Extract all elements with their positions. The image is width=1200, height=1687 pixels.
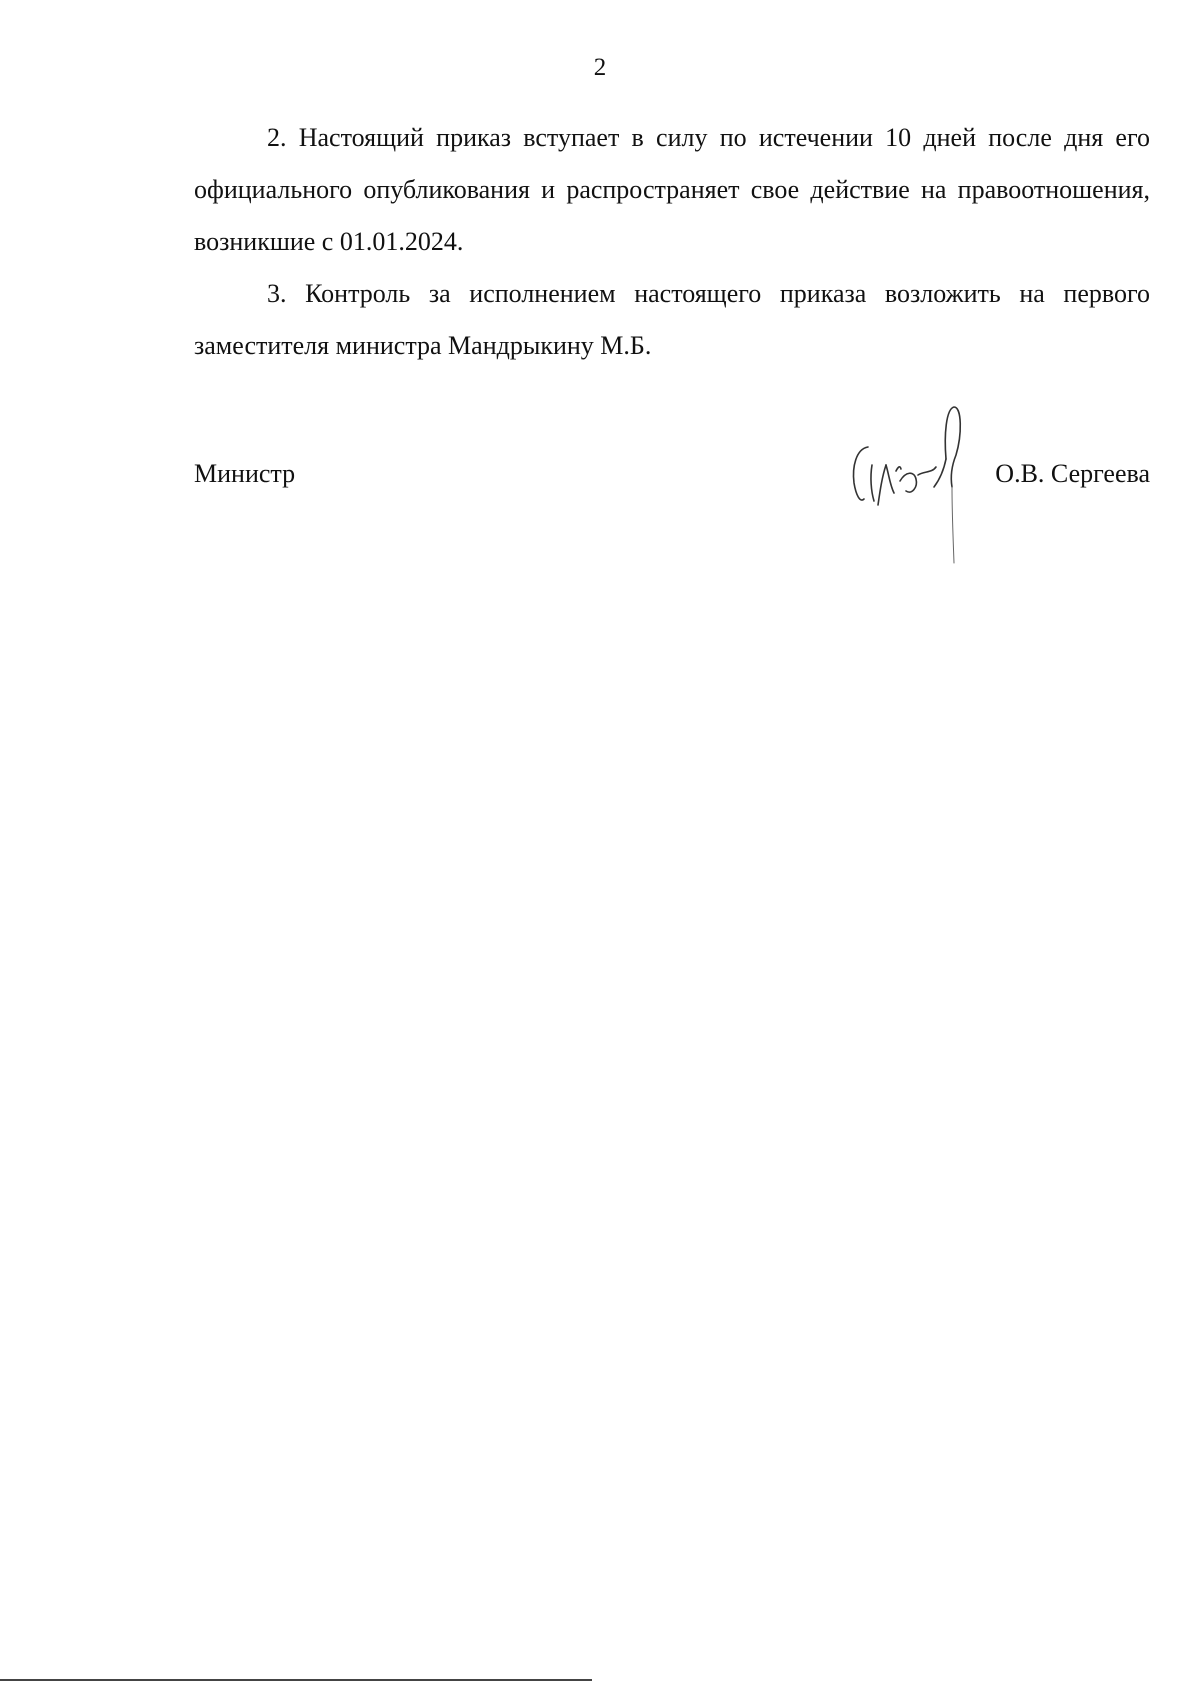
paragraph-entry-into-force: 2. Настоящий приказ вступает в силу по истечении 10 дней после дня его официального опубликования и распространяет свое действие на правоотношения, возникшие с 01.01.2024.	[194, 123, 1150, 256]
signature-block	[194, 395, 1150, 565]
handwritten-signature-icon	[834, 395, 984, 565]
signer-role: Министр	[194, 459, 296, 488]
paragraph-control: 3. Контроль за исполнением настоящего приказа возложить на первого заместителя министра Мандрыкину М.Б.	[194, 279, 1150, 360]
page-number: 2	[593, 54, 607, 81]
scan-edge-line	[0, 1679, 592, 1681]
document-body	[194, 112, 1150, 372]
signer-name: О.В. Сергеева	[995, 459, 1150, 488]
